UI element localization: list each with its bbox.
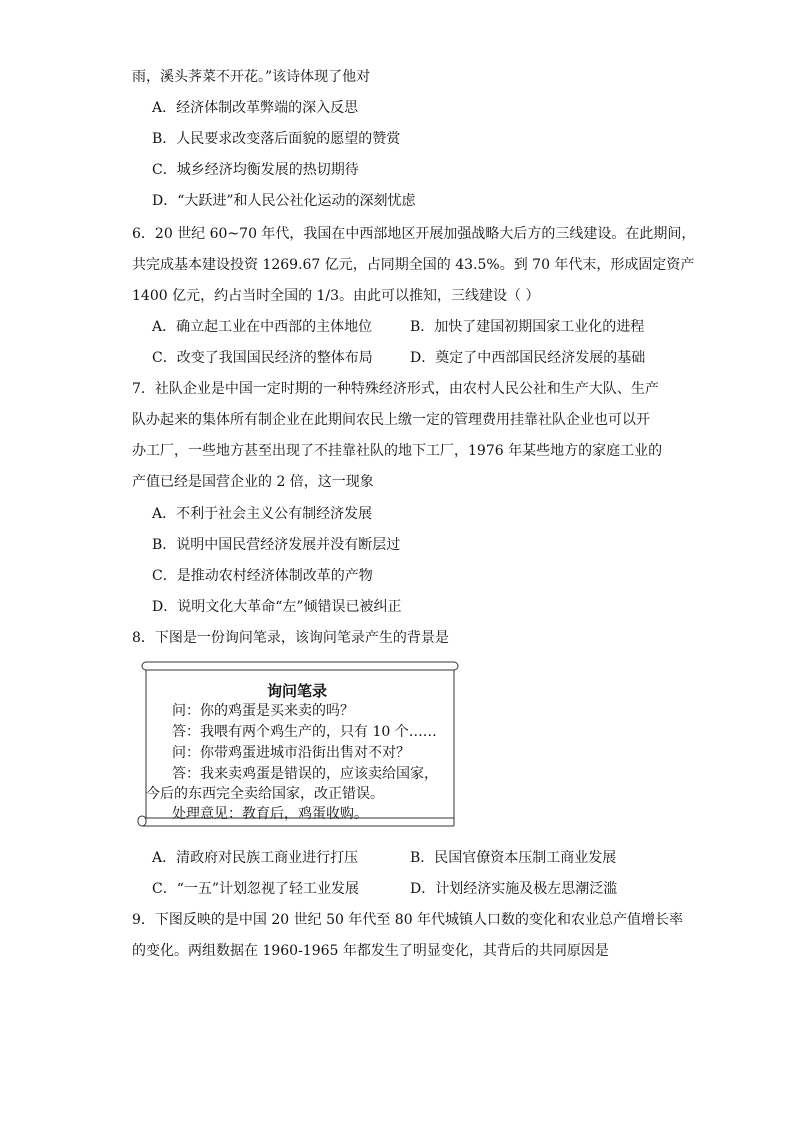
q7-option-c: C．是推动农村经济体制改革的产物 [152, 568, 373, 584]
q8-option-c: C．“一五”计划忽视了轻工业发展 [152, 881, 360, 897]
q6-stem-line: 6．20 世纪 60~70 年代，我国在中西部地区开展加强战略大后方的三线建设。在此期间， [132, 226, 696, 242]
q6-option-b: B．加快了建国初期国家工业化的进程 [410, 319, 645, 335]
q6-stem-line: 共完成基本建设投资 1269.67 亿元，占同期全国的 43.5%。到 70 年代末，形成固定资产 [132, 257, 695, 273]
interrogation-record-scroll [132, 660, 462, 828]
record-line: 问：你带鸡蛋进城市沿街出售对不对？ [172, 745, 410, 761]
q5-option-c: C．城乡经济均衡发展的热切期待 [152, 162, 359, 178]
q7-stem-line: 队办起来的集体所有制企业在此期间农民上缴一定的管理费用挂靠社队企业也可以开 [132, 412, 650, 428]
q5-option-a: A．经济体制改革弊端的深入反思 [152, 100, 359, 116]
q7-stem-line: 产值已经是国营企业的 2 倍，这一现象 [132, 474, 374, 490]
record-line: 答：我喂有两个鸡生产的，只有 10 个…… [172, 724, 437, 740]
q5-option-b: B．人民要求改变落后面貌的愿望的赞赏 [152, 131, 401, 147]
q9-stem-line: 的变化。两组数据在 1960-1965 年都发生了明显变化，其背后的共同原因是 [132, 943, 609, 959]
q6-option-a: A．确立起工业在中西部的主体地位 [152, 319, 373, 335]
record-line: 答：我来卖鸡蛋是错误的，应该卖给国家， [172, 766, 438, 782]
q9-stem-line: 9．下图反映的是中国 20 世纪 50 年代至 80 年代城镇人口数的变化和农业总产值增长率 [132, 912, 684, 928]
q5-stem-tail: 雨，溪头荠菜不开花。”该诗体现了他对 [132, 69, 371, 85]
record-line: 处理意见：教育后，鸡蛋收购。 [172, 806, 368, 822]
q7-option-d: D．说明文化大革命“左”倾错误已被纠正 [152, 599, 402, 615]
record-title: 询问笔录 [266, 682, 327, 700]
q7-option-b: B．说明中国民营经济发展并没有断层过 [152, 537, 401, 553]
q7-stem-line: 办工厂，一些地方甚至出现了不挂靠社队的地下工厂，1976 年某些地方的家庭工业的 [132, 443, 663, 459]
q7-stem-line: 7．社队企业是中国一定时期的一种特殊经济形式，由农村人民公社和生产大队、生产 [132, 381, 659, 397]
q8-option-d: D．计划经济实施及极左思潮泛滥 [410, 881, 618, 897]
q5-option-d: D．“大跃进”和人民公社化运动的深刻忧虑 [152, 193, 416, 209]
record-line: 问：你的鸡蛋是买来卖的吗？ [172, 703, 354, 719]
q6-option-d: D．奠定了中西部国民经济发展的基础 [410, 350, 646, 366]
q7-option-a: A．不利于社会主义公有制经济发展 [152, 506, 373, 522]
q8-stem: 8．下图是一份询问笔录，该询问笔录产生的背景是 [132, 630, 449, 646]
record-line: 今后的东西完全卖给国家，改正错误。 [146, 786, 384, 802]
q6-stem-line: 1400 亿元，约占当时全国的 1/3。由此可以推知，三线建设（ ） [132, 288, 540, 304]
q6-option-c: C．改变了我国国民经济的整体布局 [152, 350, 373, 366]
q8-option-b: B．民国官僚资本压制工商业发展 [410, 850, 617, 866]
q8-option-a: A．清政府对民族工商业进行打压 [152, 850, 359, 866]
